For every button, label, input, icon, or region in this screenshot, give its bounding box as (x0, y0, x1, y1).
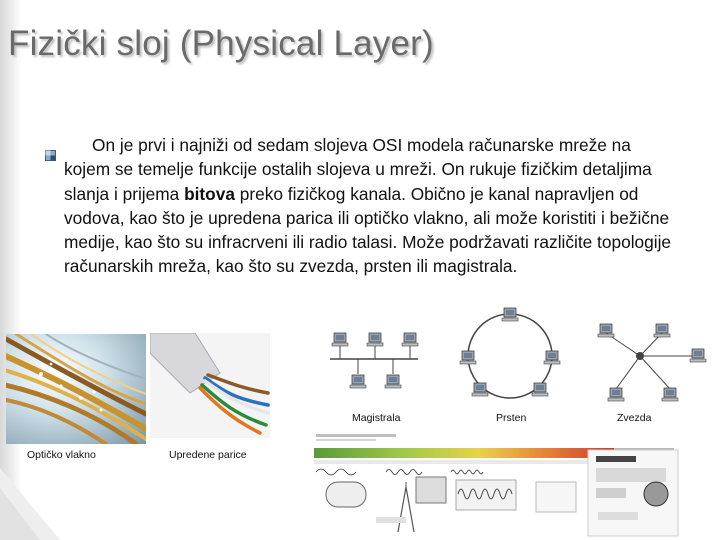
spectrum-image (306, 432, 690, 538)
caption-fiber: Optičko vlakno (27, 449, 96, 461)
computer-icon (332, 333, 348, 346)
paragraph-bold-word: bitova (184, 183, 235, 204)
fiber-optic-image (6, 334, 146, 444)
body-paragraph (64, 133, 674, 279)
corner-decoration (0, 468, 80, 540)
caption-star: Zvezda (617, 412, 652, 424)
caption-ring: Prsten (496, 412, 527, 424)
ring-topology (460, 308, 560, 398)
caption-bus: Magistrala (352, 412, 401, 424)
computer-icon (544, 351, 560, 364)
bus-topology (330, 333, 418, 388)
paragraph-part-1: On je prvi i najniži od sedam slojeva OSI modela računarske mreže na kojem se temelje funkcije ostalih slojeva u mreži. On rukuje fizičkim detaljima slanja i prijema (64, 135, 652, 204)
topology-diagrams (300, 296, 720, 408)
computer-icon (385, 375, 401, 388)
slide-title: Fizički sloj (Physical Layer) (8, 24, 434, 63)
star-topology (598, 324, 706, 401)
computer-icon (402, 333, 418, 346)
computer-icon (654, 324, 670, 337)
twisted-pair-image (150, 333, 270, 438)
computer-icon (598, 324, 614, 337)
computer-icon (662, 388, 678, 401)
computer-icon (367, 333, 383, 346)
caption-twisted: Upredene parice (169, 449, 247, 461)
computer-icon (608, 388, 624, 401)
computer-icon (690, 349, 706, 362)
computer-icon (502, 308, 518, 321)
computer-icon (532, 383, 548, 396)
computer-icon (460, 351, 476, 364)
paragraph-part-2: preko fizičkog kanala. Obično je kanal napravljen od vodova, kao što je upredena parica ili optičko vlakno, ali može koristiti i bežične medije, kao što su infracrveni ili radio talasi. Može podržavati različite topologije računarskih mreža, kao što su zvezda, prsten ili magistrala. (64, 183, 672, 277)
bullet-icon (45, 150, 56, 161)
left-shade (0, 0, 22, 540)
computer-icon (472, 383, 488, 396)
computer-icon (350, 375, 366, 388)
